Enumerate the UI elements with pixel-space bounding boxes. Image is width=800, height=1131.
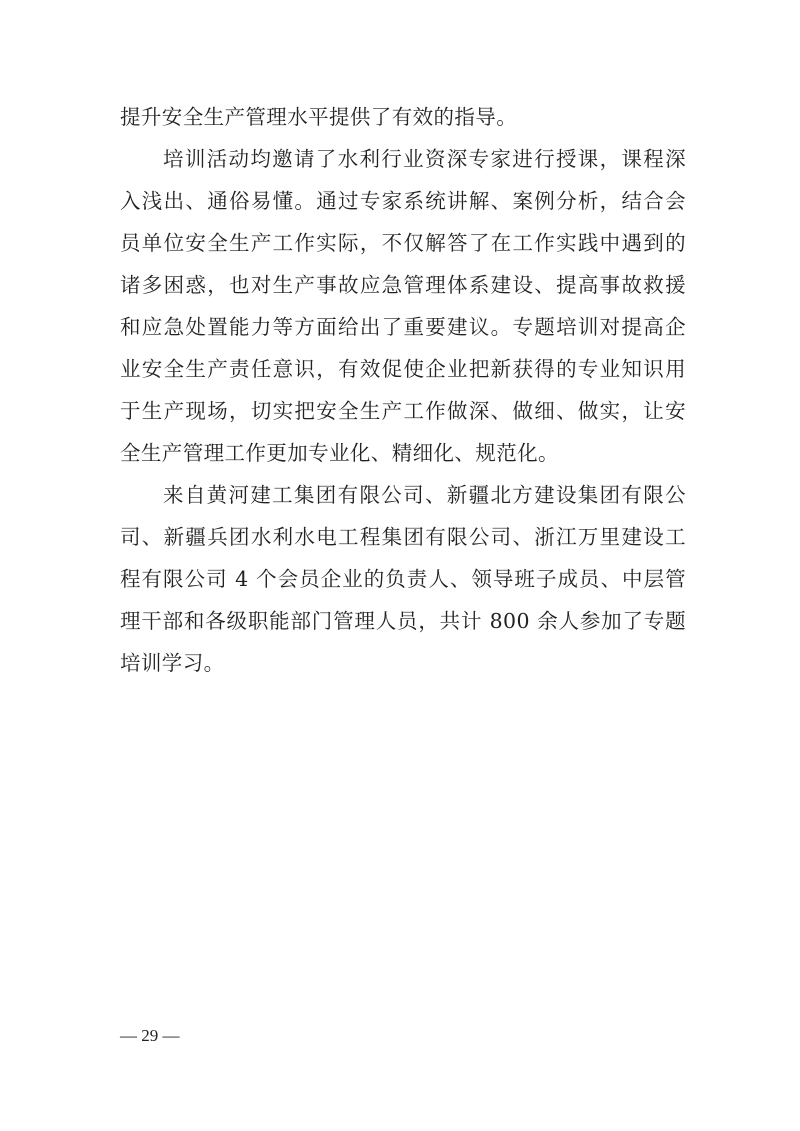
text-line: 培训学习。 bbox=[120, 651, 225, 675]
text-line: 业安全生产责任意识，有效促使企业把新获得的专业知识用 bbox=[120, 357, 686, 381]
text-line: 员单位安全生产工作实际，不仅解答了在工作实践中遇到的 bbox=[120, 231, 686, 255]
body-text bbox=[120, 96, 686, 684]
text-line: 程有限公司 4 个会员企业的负责人、领导班子成员、中层管 bbox=[120, 567, 686, 591]
text-line: 入浅出、通俗易懂。通过专家系统讲解、案例分析，结合会 bbox=[120, 189, 686, 213]
text-line: 诸多困惑，也对生产事故应急管理体系建设、提高事故救援 bbox=[120, 273, 686, 297]
page-number: — 29 — bbox=[120, 1026, 180, 1045]
text-line: 和应急处置能力等方面给出了重要建议。专题培训对提高企 bbox=[120, 315, 686, 339]
text-line: 司、新疆兵团水利水电工程集团有限公司、浙江万里建设工 bbox=[120, 525, 686, 549]
text-line: 提升安全生产管理水平提供了有效的指导。 bbox=[120, 105, 518, 129]
text-line: 培训活动均邀请了水利行业资深专家进行授课，课程深 bbox=[163, 147, 686, 171]
text-line: 来自黄河建工集团有限公司、新疆北方建设集团有限公 bbox=[163, 483, 686, 507]
text-line: 理干部和各级职能部门管理人员，共计 800 余人参加了专题 bbox=[120, 609, 686, 633]
text-line: 全生产管理工作更加专业化、精细化、规范化。 bbox=[120, 441, 559, 465]
text-line: 于生产现场，切实把安全生产工作做深、做细、做实，让安 bbox=[120, 399, 686, 423]
